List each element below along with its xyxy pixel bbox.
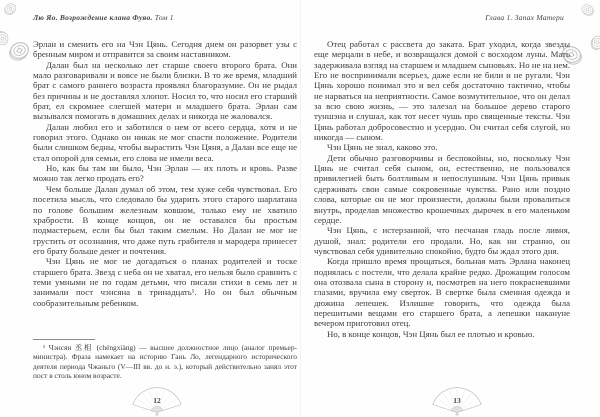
paragraph: Отец работал с рассвета до заката. Брат уходил, когда звезды еще мерцали в небе, и возвращался домой с восходом луны. Мать задерживала взгляд на старшем и младшем сыновьях. Но не на нем. Его не воспринимали всерьез, даже если не били и не ругали. Чэн Цянь хорошо понимал это и вел себя достаточно тактично, чтобы не нарваться на неприятности. Самое возмутительное, что он делал за всю свою жизнь, — это залезал на большое дерево старого туншэна и слушал, как тот несет чушь про священные тексты. Чэн Цянь работал добросовестно и усердно. Он считал себя слугой, но никогда — сыном.	[314, 39, 570, 143]
paragraph: Эрлан и сменить его на Чэн Цянь. Сегодня днем он разорвет узы с бренным миром и отправится за своим наставником.	[33, 39, 297, 60]
page-gutter	[300, 0, 301, 417]
fan-page-number-left	[117, 385, 197, 416]
coin-icon	[580, 2, 595, 17]
paragraph: Далан любил его и заботился о нем от всего сердца, хотя и не говорил этого. Однако он никак не мог спасти положение. Родители были слишком бедны, чтобы вырастить Чэн Цяня, а Далан все еще не стал опорой для семьи, его слова не имели веса.	[33, 121, 297, 163]
coin-icon	[3, 1, 18, 16]
paragraph: Чэн Цянь не мог не догадаться о планах родителей и тоске старшего брата. Звезд с неба он не хватал, его нельзя было сравнить с теми умными не по годам детьми, что писали стихи в семь лет и занимали пост чэнсяна в тринадцать¹. Но он был обычным сообразительным ребенком.	[33, 256, 297, 308]
coin-icon	[589, 34, 600, 51]
paragraph: Когда пришло время прощаться, больная мать Эрлана наконец поднялась с постели, что делала крайне редко. Дрожащим голосом она отозвала сына в сторону и, посмотрев на него покрасневшими глазами, вручила ему сверток. В свертке была сменная одежда и дюжина лепешек. Излишне говорить, что одежда была перешитыми вещами его старшего брата, а лепешки накануне вечером приготовил отец.	[314, 256, 570, 329]
running-header-right: Глава 1. Запах Матери	[485, 13, 564, 22]
paragraph: Но, в конце концов, Чэн Цянь был ее плотью и кровью.	[327, 328, 535, 339]
paragraph: Далан был на несколько лет старше своего второго брата. Они мало разговаривали и вовсе не были близки. В то же время, младший брат с самого раннего возраста проявлял благоразумие. Он не рыдал без причины и не доставлял хлопот. Носил то, что носил его старший брат, ел скромнее слегшей матери и младшего брата. Эрлан сам вызывался помогать в домашних делах и никогда не жаловался.	[33, 59, 297, 122]
book-title: Лю Яо. Возрождение клана Фуяо.	[33, 13, 153, 22]
footnote-text: ¹ Чэнсян 丞相 (chéngxiàng) — высшее должностное лицо (аналог премьер-министра). Фраза намекает на историю Гань Ло, легендарного исторического деятеля периода Чжаньго (V—III вв. до н. э.), который действительно занял этот пост в столь юном возрасте.	[33, 343, 297, 381]
paragraph: Но, как бы там ни было, Чэн Эрлан — их плоть и кровь. Разве можно так легко продать его?	[33, 163, 297, 184]
footnote-block	[33, 339, 297, 381]
running-header-left	[33, 13, 174, 22]
page-number-left: 12	[153, 396, 161, 406]
paragraph: Дети обычно разговорчивы и беспокойны, но, поскольку Чэн Цянь не считал себя сыном, он, естественно, не пользовался привилегией быть болтливым и непослушным. Чэн Цянь привык сдерживать свои самые сокровенные чувства. Рано или поздно слова, которые он не мог произнести, должны были провалиться внутрь, проделав множество крошечных дырочек в его маленьком сердце.	[314, 152, 570, 225]
footnote-divider	[33, 339, 95, 340]
page-right-text[interactable]	[314, 39, 570, 373]
paragraph: Чем больше Далан думал об этом, тем хуже себя чувствовал. Его посетила мысль, что следовало бы ударить этого старого шарлатана по голове большим железным ковшом, только ему не хватило храбрости. В конце концов, он не оставался бы простым подмастерьем, если бы был таким смелым. Но Далан не мог не грустить от осознания, что даже путь грабителя и мародера принесет его брату больше денег и почтения.	[33, 183, 297, 256]
page-left-text[interactable]	[33, 39, 297, 340]
paragraph: Чэн Цянь не знал, каково это.	[327, 142, 438, 153]
coin-icon	[8, 39, 31, 62]
page-number-right: 13	[453, 396, 461, 406]
paragraph: Чэн Цянь, с истерзанной, что песчаная гладь после ливня, душой, знал: родители его продали. Но, как ни странно, он чувствовал себя удивительно спокойно, будто бы ждал этого дня.	[314, 225, 570, 256]
book-volume: Том 1	[152, 13, 174, 22]
fan-page-number-right	[417, 385, 497, 416]
